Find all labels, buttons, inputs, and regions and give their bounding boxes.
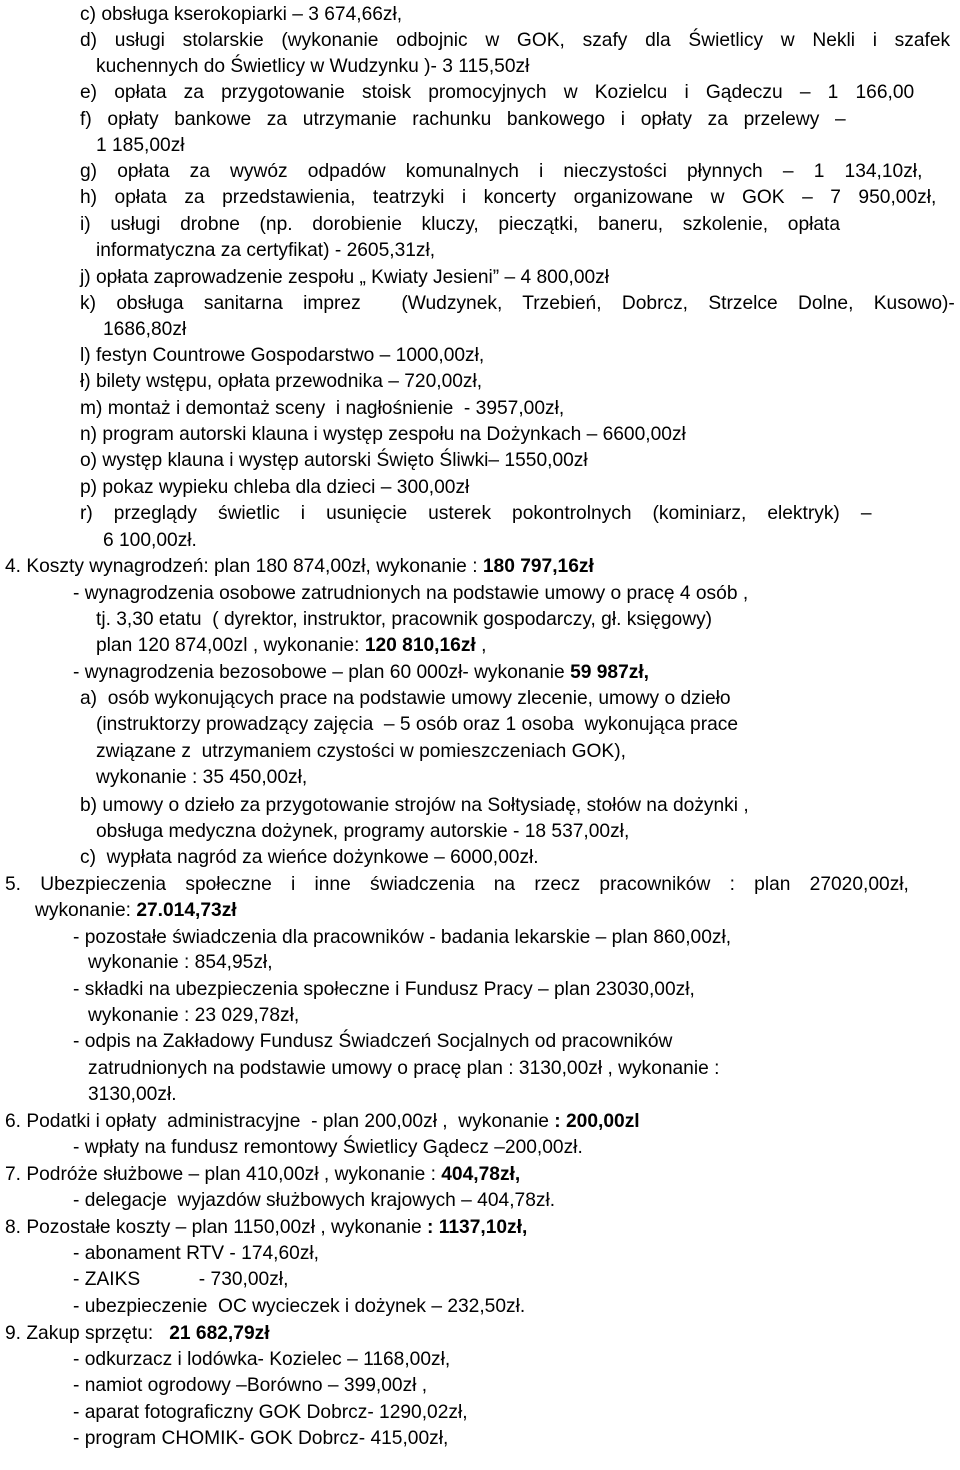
text-run: r) przeglądy świetlic i usunięcie usterek pokontrolnych (kominiarz, elektryk) – <box>80 503 872 524</box>
text-line <box>80 397 564 421</box>
text-run: kuchennych do Świetlicy w Wudzynku )- 3 115,50zł <box>96 56 530 77</box>
text-line <box>96 239 435 263</box>
text-run: wykonanie : 854,95zł, <box>88 952 273 973</box>
text-run: k) obsługa sanitarna imprez (Wudzynek, Trzebień, Dobrcz, Strzelce Dolne, Kusowo)- <box>80 293 955 314</box>
text-run: j) opłata zaprowadzenie zespołu „ Kwiaty Jesieni” – 4 800,00zł <box>80 267 610 288</box>
text-line <box>73 978 695 1002</box>
text-run: c) wypłata nagród za wieńce dożynkowe – 6000,00zł. <box>80 847 539 868</box>
text-line <box>5 1216 527 1240</box>
text-run: e) opłata za przygotowanie stoisk promocyjnych w Kozielcu i Gądeczu – 1 166,00 <box>80 82 915 103</box>
text-line <box>5 873 909 897</box>
bold-amount: : 200,00zl <box>554 1111 640 1132</box>
text-line <box>88 1057 719 1081</box>
text-line <box>96 634 486 658</box>
text-line <box>96 820 629 844</box>
bold-amount: 59 987zł, <box>570 662 650 683</box>
text-line <box>96 608 712 632</box>
text-line <box>73 1242 319 1266</box>
text-line <box>103 318 186 342</box>
text-line <box>5 1163 520 1187</box>
bold-amount: 21 682,79zł <box>169 1323 270 1344</box>
text-line <box>35 899 237 923</box>
text-line <box>73 582 748 606</box>
bold-amount: : 1137,10zł, <box>427 1217 528 1238</box>
text-run: tj. 3,30 etatu ( dyrektor, instruktor, pracownik gospodarczy, gł. księgowy) <box>96 609 713 630</box>
text-run: wykonanie : 23 029,78zł, <box>88 1005 300 1026</box>
text-run: - namiot ogrodowy –Borówno – 399,00zł , <box>73 1375 428 1396</box>
text-run: - odpis na Zakładowy Fundusz Świadczeń Socjalnych od pracowników <box>73 1031 673 1052</box>
text-line <box>80 108 846 132</box>
text-run: 6 100,00zł. <box>103 530 197 551</box>
text-line <box>73 926 731 950</box>
text-run: - program CHOMIK- GOK Dobrcz- 415,00zł, <box>73 1428 449 1449</box>
text-line <box>96 740 626 764</box>
text-run: l) festyn Countrowe Gospodarstwo – 1000,00zł, <box>80 345 485 366</box>
text-run: informatyczna za certyfikat) - 2605,31zł, <box>96 240 436 261</box>
text-run: p) pokaz wypieku chleba dla dzieci – 300,00zł <box>80 477 470 498</box>
text-line <box>96 134 185 158</box>
text-run: zatrudnionych na podstawie umowy o pracę plan : 3130,00zł , wykonanie : <box>88 1058 720 1079</box>
text-line <box>80 344 484 368</box>
text-line <box>80 370 482 394</box>
text-line <box>96 55 529 79</box>
text-run: o) występ klauna i występ autorski Święto Śliwki– 1550,00zł <box>80 450 588 471</box>
text-line <box>80 213 840 237</box>
text-line <box>80 81 914 105</box>
text-run: wykonanie : 35 450,00zł, <box>96 767 308 788</box>
text-run: 4. Koszty wynagrodzeń: plan 180 874,00zł, wykonanie : <box>5 556 483 577</box>
bold-amount: 180 797,16zł <box>482 556 594 577</box>
text-run: d) usługi stolarskie (wykonanie odbojnic w GOK, szafy dla Świetlicy w Nekli i szafek <box>80 30 951 51</box>
text-run: 1 185,00zł <box>96 135 185 156</box>
text-line <box>73 1136 583 1160</box>
text-line <box>80 3 402 27</box>
text-line <box>5 1110 640 1134</box>
text-run: g) opłata za wywóz odpadów komunalnych i nieczystości płynnych – 1 134,10zł, <box>80 161 923 182</box>
text-run: - aparat fotograficzny GOK Dobrcz- 1290,02zł, <box>73 1402 468 1423</box>
text-run: 3130,00zł. <box>88 1084 177 1105</box>
text-run: - ZAIKS - 730,00zł, <box>73 1269 289 1290</box>
bold-amount: 27.014,73zł <box>136 900 237 921</box>
text-run: n) program autorski klauna i występ zespołu na Dożynkach – 6600,00zł <box>80 424 686 445</box>
text-line <box>80 687 731 711</box>
text-line <box>80 449 588 473</box>
text-line <box>73 1295 525 1319</box>
text-line <box>5 555 594 579</box>
text-run: - wynagrodzenia osobowe zatrudnionych na podstawie umowy o pracę 4 osób , <box>73 583 749 604</box>
text-line <box>5 1322 270 1346</box>
text-run: a) osób wykonujących prace na podstawie umowy zlecenie, umowy o dzieło <box>80 688 731 709</box>
text-line <box>80 160 922 184</box>
text-run: 5. Ubezpieczenia społeczne i inne świadczenia na rzecz pracowników : plan 27020,00zł, <box>5 874 909 895</box>
text-line <box>96 766 307 790</box>
text-run: 9. Zakup sprzętu: <box>5 1323 170 1344</box>
text-line <box>80 266 609 290</box>
text-run: i) usługi drobne (np. dorobienie kluczy, pieczątki, baneru, szkolenie, opłata <box>80 214 841 235</box>
text-run: 1686,80zł <box>103 319 187 340</box>
text-run: plan 120 874,00zl , wykonanie: <box>96 635 365 656</box>
text-run: b) umowy o dzieło za przygotowanie strojów na Sołtysiadę, stołów na dożynki , <box>80 795 749 816</box>
text-run: h) opłata za przedstawienia, teatrzyki i koncerty organizowane w GOK – 7 950,00zł, <box>80 187 937 208</box>
text-run: - wpłaty na fundusz remontowy Świetlicy Gądecz –200,00zł. <box>73 1137 583 1158</box>
text-run: - abonament RTV - 174,60zł, <box>73 1243 320 1264</box>
text-run: 6. Podatki i opłaty administracyjne - plan 200,00zł , wykonanie <box>5 1111 555 1132</box>
text-run: f) opłaty bankowe za utrzymanie rachunku bankowego i opłaty za przelewy – <box>80 109 846 130</box>
text-run: - wynagrodzenia bezosobowe – plan 60 000zł- wykonanie <box>73 662 571 683</box>
text-line <box>80 846 539 870</box>
text-line <box>73 1374 427 1398</box>
text-line <box>80 186 936 210</box>
text-run: wykonanie: <box>35 900 137 921</box>
text-run: m) montaż i demontaż sceny i nagłośnienie - 3957,00zł, <box>80 398 565 419</box>
bold-amount: 404,78zł, <box>441 1164 521 1185</box>
text-run: ł) bilety wstępu, opłata przewodnika – 720,00zł, <box>80 371 483 392</box>
text-line <box>73 1268 288 1292</box>
text-run: c) obsługa kserokopiarki – 3 674,66zł, <box>80 4 403 25</box>
text-run: 7. Podróże służbowe – plan 410,00zł , wykonanie : <box>5 1164 442 1185</box>
text-line <box>73 1401 468 1425</box>
text-line <box>80 423 686 447</box>
text-run: - składki na ubezpieczenia społeczne i Fundusz Pracy – plan 23030,00zł, <box>73 979 695 1000</box>
text-run: - delegacje wyjazdów służbowych krajowych – 404,78zł. <box>73 1190 556 1211</box>
text-line <box>73 661 649 685</box>
text-run: 8. Pozostałe koszty – plan 1150,00zł , wykonanie <box>5 1217 428 1238</box>
text-line <box>80 292 955 316</box>
text-line <box>80 476 469 500</box>
text-run: obsługa medyczna dożynek, programy autorskie - 18 537,00zł, <box>96 821 630 842</box>
text-line <box>80 502 872 526</box>
text-line <box>96 713 738 737</box>
text-run: , <box>475 635 487 656</box>
text-run: związane z utrzymaniem czystości w pomieszczeniach GOK), <box>96 741 626 762</box>
text-line <box>73 1189 555 1213</box>
text-run: - odkurzacz i lodówka- Kozielec – 1168,00zł, <box>73 1349 451 1370</box>
text-run: - pozostałe świadczenia dla pracowników - badania lekarskie – plan 860,00zł, <box>73 927 732 948</box>
text-line <box>80 29 950 53</box>
bold-amount: 120 810,16zł <box>364 635 476 656</box>
text-line <box>73 1348 450 1372</box>
text-run: (instruktorzy prowadzący zajęcia – 5 osób oraz 1 osoba wykonująca prace <box>96 714 739 735</box>
text-run: - ubezpieczenie OC wycieczek i dożynek – 232,50zł. <box>73 1296 526 1317</box>
text-line <box>88 1083 177 1107</box>
text-line <box>103 529 197 553</box>
text-line <box>88 951 273 975</box>
text-line <box>88 1004 299 1028</box>
text-line <box>80 794 749 818</box>
text-line <box>73 1427 448 1451</box>
text-line <box>73 1030 672 1054</box>
